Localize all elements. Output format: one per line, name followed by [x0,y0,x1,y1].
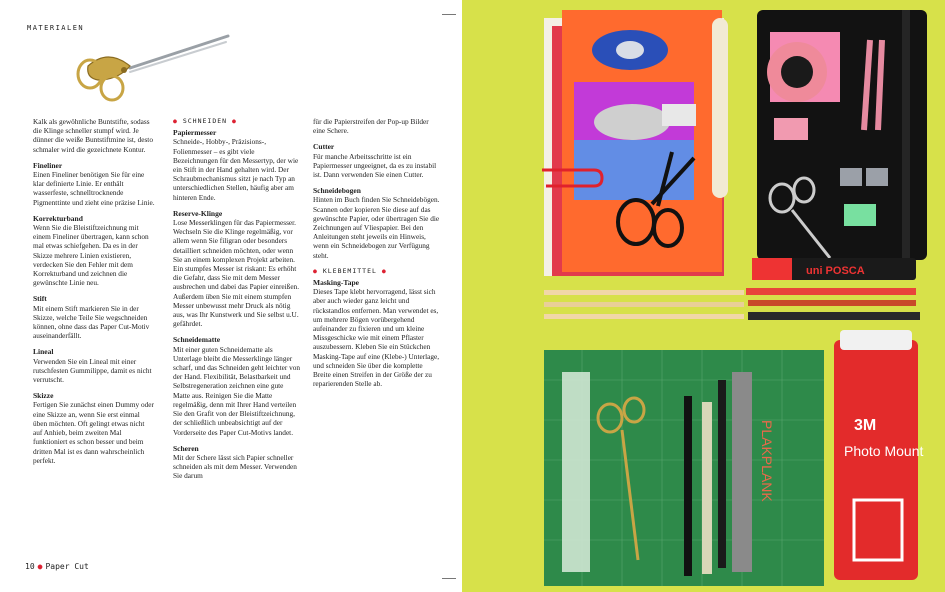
sharpener-icon [840,168,862,186]
heading-stift: Stift [33,294,47,304]
left-page [0,0,462,592]
cutter-icon [732,372,752,572]
crop-mark [442,14,456,15]
photo-illustration [462,0,945,592]
page-footer: 10 ● Paper Cut [25,562,89,571]
wood-stick-icon [544,314,744,319]
column-1 [33,117,155,472]
paragraph: Einen Fineliner benötigen Sie für eine klar definierte Linie. Er enthält wasserfeste, schnelltrocknende Pigmenttinte und zieht eine präzise Linie. [33,170,155,207]
heading-papiermesser: Papiermesser [173,128,217,138]
heading-schneidematte: Schneidematte [173,335,221,345]
paragraph: Kalk als gewöhnliche Buntstifte, sodass die Klinge schneller stumpf wird. Je dünner die weiße Buntstiftmine ist, desto schmaler wird die gezeichnete Kontur. [33,117,153,154]
section-tag: MATERIALEN [27,24,85,32]
heading-scheren: Scheren [173,443,199,453]
pencil-icon [746,288,916,295]
heading-lineal: Lineal [33,347,54,357]
wood-stick-icon [544,302,744,307]
eraser-icon [844,204,876,226]
heading-schneidebogen: Schneidebogen [313,186,361,196]
spray-can-icon [834,330,923,580]
paragraph: Mit einer guten Schneidematte als Unterlage bleibt die Messerklinge länger scharf, und das Schneiden geht leichter von der Hand. Flexibilität, Belastbarkeit und Selbstregeneration zeichnen eine gute Matte aus. Reinigen Sie die Matte regelmäßig, denn mit Ihrer Hand verteilen Sie den Grafit von der Bleistiftzeichnung, der schließlich unbeabsichtigt auf der Vorderseite des Paper Cut-Motivs landet. [173,344,301,437]
correction-tape-icon [592,30,668,70]
craft-knife-icon [684,396,692,576]
paragraph: Verwenden Sie ein Lineal mit einer rutschfesten Gummilippe, damit es nicht verrutscht. [33,356,152,385]
mat-text: PLAKPLANK [759,420,775,502]
posca-label: uni POSCA [806,265,865,277]
paragraph: Fertigen Sie zunächst einen Dummy oder eine Skizze an, wenn Sie erst einmal üben möchten. Oft gelingt etwas nicht auf Anhieb, beim zweiten Mal funktioniert es schon besser und beim dritten Mal ist es dann wahrscheinlich perfekt. [33,400,154,465]
spray-name: Photo Mount [844,443,924,459]
heading-cutter: Cutter [313,142,335,152]
sharpener-icon [866,168,888,186]
section-label: ● KLEBEMITTEL ● [313,266,387,275]
materials-photo [462,0,945,592]
paragraph: Für manche Arbeitsschritte ist ein Papiermesser ungeeignet, da es zu instabil ist. Dann verwenden Sie einen Cutter. [313,151,437,180]
paragraph: Lose Messerklingen für das Papiermesser. Wechseln Sie die Klinge regelmäßig, vor allem wenn Sie filigran oder besonders detailliert schneiden möchten, oder wenn Sie an einem komplexen Projekt arbeiten. Ein stumpfes Messer ist riskant: Es erhöht die Gefahr, dass Sie mit dem Messer ausbrechen und dabei das Papier einreißen. Außerdem üben Sie mit einem stumpfen Messer unbewusst mehr Druck als nötig aus, was Ihr Kunstwerk und Sie selbst u.U. gefährdet. [173,218,300,329]
paragraph: Mit einem Stift markieren Sie in der Skizze, welche Teile Sie wegschneiden können, ohne dass das Paper Cut-Motiv auseinanderfällt. [33,303,150,341]
column-3 [313,117,441,395]
pencil-icon [748,300,916,306]
paragraph: Hinten im Buch finden Sie Schneidebögen. Scannen oder kopieren Sie diese auf das gewünschte Papier, oder übertragen Sie die Zeichnungen auf Vliespapier. Bei den Anleitungen steht jeweils ein Hinweis, wenn ein Schneidebogen zur Verfügung steht. [313,195,440,260]
book-title: Paper Cut [45,562,89,571]
ruler-icon [562,372,590,572]
crop-mark [442,578,456,579]
heading-korrekturband: Korrekturband [33,213,83,223]
section-label: ● SCHNEIDEN ● [173,117,237,125]
paragraph: Dieses Tape klebt hervorragend, lässt sich aber auch wieder ganz leicht und rückstandlos entfernen. Man verwendet es, um mehrere Bögen vorübergehend aufeinander zu fixieren und um kleine Missgeschicke wie mit einem Pflaster auszubessern. Kleben Sie ein Stückchen Masking-Tape auf eine (Klebe-) Unterlage, und schneiden Sie über die komplette Breite einen Streifen in der Größe der zu reparierenden Stelle ab. [313,287,440,389]
bone-folder-icon [712,18,728,198]
paragraph: Mit der Schere lässt sich Papier schneller schneiden als mit dem Messer. Verwenden Sie darum [173,452,297,481]
heading-skizze: Skizze [33,391,54,401]
paragraph: für die Papierstreifen der Pop-up Bilder eine Schere. [313,117,429,136]
wood-stick-icon [544,290,744,295]
pencil-icon [748,312,920,320]
column-2 [173,117,301,488]
paragraph: Wenn Sie die Bleistiftzeichnung mit einem Fineliner übertragen, kann schon mal etwas schiefgehen. Da es in der Skizze mehrere Linien existieren, verdecken Sie den Fehler mit dem Korrekturband und zeichnen die gewünschte Linie neu. [33,223,149,288]
fineliner-icon [702,402,712,574]
heading-masking-tape: Masking-Tape [313,278,359,288]
heading-fineliner: Fineliner [33,160,63,170]
masking-tape-icon [767,42,827,102]
heading-reserve-klinge: Reserve-Klinge [173,208,223,218]
paragraph: Schneide-, Hobby-, Präzisions-, Folienmesser – es gibt viele Bezeichnungen für den Messertyp, der wie ein Stift in der Hand gehalten wird. Der Schraubmechanismus sitzt je nach Typ an unterschiedlichen Stellen, häufig aber am hinteren Ende. [173,137,299,202]
fineliner-icon [718,380,726,568]
spray-brand: 3M [854,417,877,434]
stork-scissors-illustration [68,30,233,110]
page-number: 10 [25,562,35,571]
